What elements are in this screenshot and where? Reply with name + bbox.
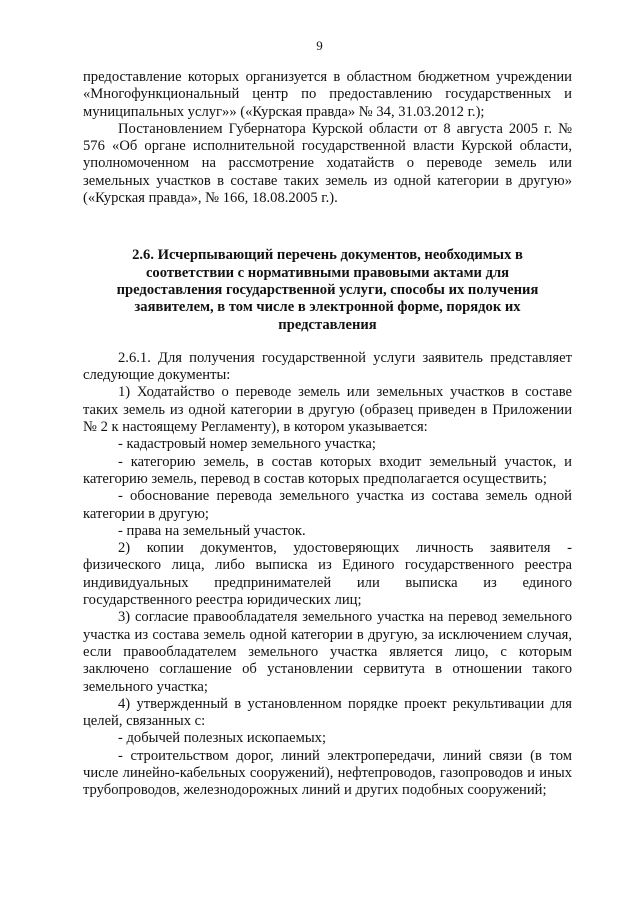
paragraph: 2) копии документов, удостоверяющих личность заявителя - физического лица, либо выписка из Единого государственного реестра индивидуальных предпринимателей или выписка из единого государственного реестра юридических лиц; xyxy=(83,540,572,609)
list-item: - строительством дорог, линий электропередачи, линий связи (в том числе линейно-кабельных сооружений), нефтепроводов, газопроводов и иных трубопроводов, железнодорожных линий и других подобных сооружений; xyxy=(83,747,572,799)
paragraph: предоставление которых организуется в областном бюджетном учреждении «Многофункциональный центр по предоставлению государственных и муниципальных услуг»» («Курская правда» № 34, 31.03.2012 г.); xyxy=(83,69,572,120)
list-item: - добычей полезных ископаемых; xyxy=(118,730,327,747)
list-item: - кадастровый номер земельного участка; xyxy=(118,436,376,453)
section-heading: 2.6. Исчерпывающий перечень документов, необходимых в соответствии с нормативными правовыми актами для предоставления государственной услуги, способы их получения заявителем, в том числе в электронной форме, порядок их представления xyxy=(116,247,539,333)
paragraph: 4) утвержденный в установленном порядке проект рекультивации для целей, связанных с: xyxy=(83,695,572,730)
list-item: - права на земельный участок. xyxy=(118,522,306,539)
page-number: 9 xyxy=(316,38,323,53)
paragraph: 3) согласие правообладателя земельного участка на перевод земельного участка из состава земель одной категории в другую, за исключением случая, если правообладателем земельного участка является лицо, с которым заключено соглашение об установлении сервитута в отношении такого земельного участка; xyxy=(83,609,572,695)
list-item: - категорию земель, в состав которых входит земельный участок, и категорию земель, перевод в состав которых предполагается осуществить; xyxy=(83,453,572,487)
paragraph: 2.6.1. Для получения государственной услуги заявитель представляет следующие документы: xyxy=(83,349,572,384)
page-content xyxy=(83,69,572,800)
paragraph: Постановлением Губернатора Курской области от 8 августа 2005 г. № 576 «Об органе исполнительной государственной власти Курской области, уполномоченном на рассмотрение ходатайств о переводе земель или земельных участков в составе таких земель из одной категории в другую» («Курская правда», № 166, 18.08.2005 г.). xyxy=(83,120,572,207)
list-item: - обоснование перевода земельного участка из состава земель одной категории в другую; xyxy=(83,488,572,522)
paragraph: 1) Ходатайство о переводе земель или земельных участков в составе таких земель из одной категории в другую (образец приведен в Приложении № 2 к настоящему Регламенту), в котором указывается: xyxy=(83,384,572,436)
